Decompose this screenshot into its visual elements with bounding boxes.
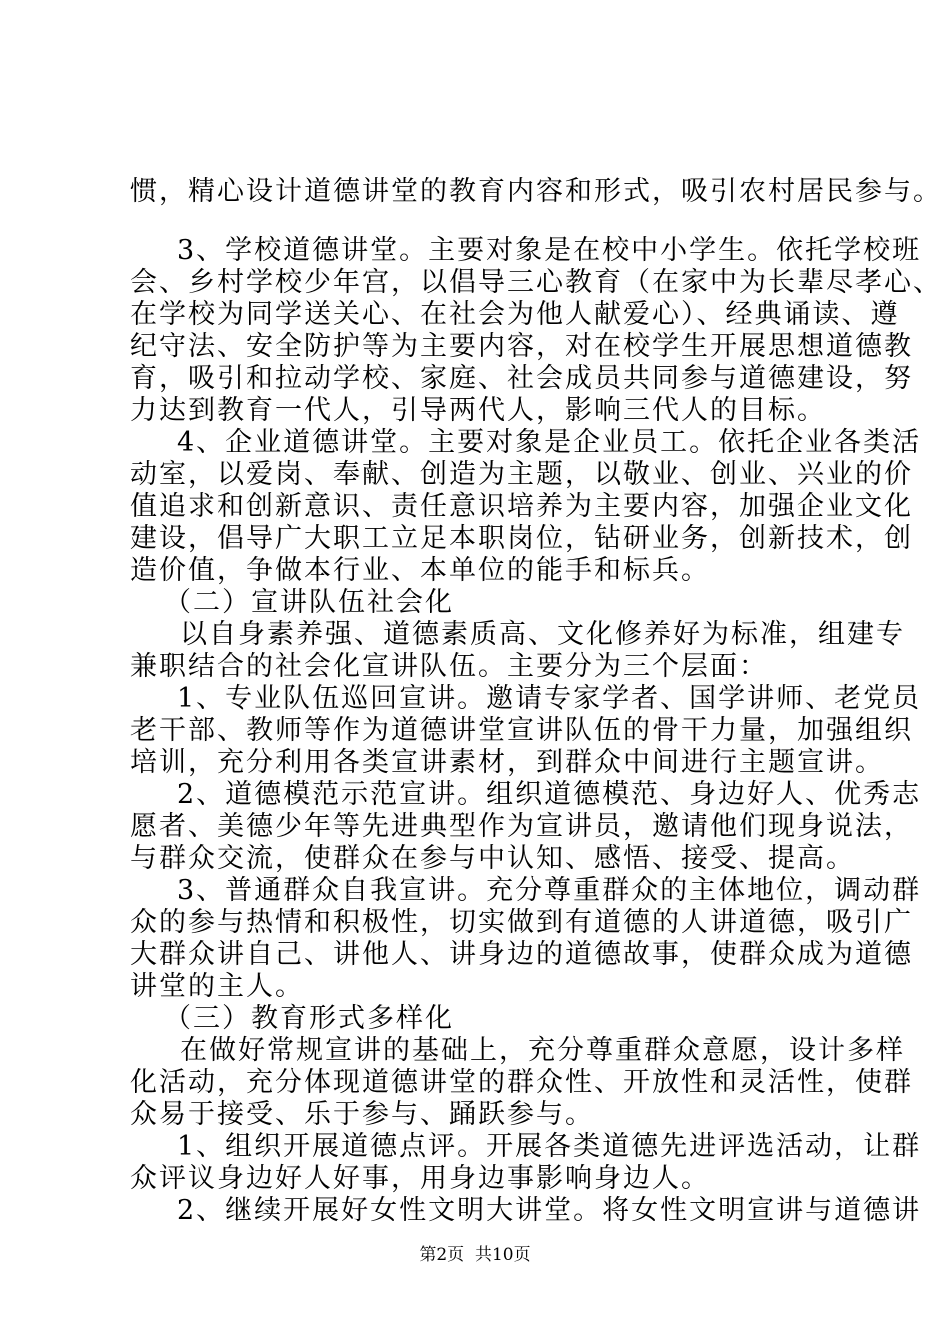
body-line: 造价值，争做本行业、本单位的能手和标兵。: [130, 555, 710, 586]
section-heading: （三）教育形式多样化: [164, 1003, 454, 1034]
body-line: 老干部、教师等作为道德讲堂宣讲队伍的骨干力量，加强组织: [130, 715, 913, 746]
body-line: 值追求和创新意识、责任意识培养为主要内容，加强企业文化: [130, 491, 913, 522]
body-line: 4、企业道德讲堂。主要对象是企业员工。依托企业各类活: [177, 427, 922, 458]
body-line: 在做好常规宣讲的基础上，充分尊重群众意愿，设计多样: [180, 1035, 905, 1066]
body-line: 动室，以爱岗、奉献、创造为主题，以敬业、创业、兴业的价: [130, 459, 913, 490]
page-number-footer: 第2页 共10页: [419, 1245, 531, 1265]
body-line: 纪守法、安全防护等为主要内容，对在校学生开展思想道德教: [130, 331, 913, 362]
body-line: 众易于接受、乐于参与、踊跃参与。: [130, 1099, 594, 1130]
body-line: 会、乡村学校少年宫，以倡导三心教育（在家中为长辈尽孝心、: [130, 267, 942, 298]
body-line: 兼职结合的社会化宣讲队伍。主要分为三个层面：: [130, 651, 768, 682]
body-line: 育，吸引和拉动学校、家庭、社会成员共同参与道德建设，努: [130, 363, 913, 394]
body-line: 化活动，充分体现道德讲堂的群众性、开放性和灵活性，使群: [130, 1067, 913, 1098]
body-line: 与群众交流，使群众在参与中认知、感悟、接受、提高。: [130, 843, 855, 874]
body-line: 3、学校道德讲堂。主要对象是在校中小学生。依托学校班: [177, 235, 922, 266]
body-line: 愿者、美德少年等先进典型作为宣讲员，邀请他们现身说法，: [130, 811, 913, 842]
body-line: 惯，精心设计道德讲堂的教育内容和形式，吸引农村居民参与。: [130, 176, 942, 207]
body-line: 在学校为同学送关心、在社会为他人献爱心）、经典诵读、遵: [130, 299, 900, 330]
body-line: 2、继续开展好女性文明大讲堂。将女性文明宣讲与道德讲: [177, 1195, 922, 1226]
body-line: 讲堂的主人。: [130, 971, 304, 1002]
body-line: 1、组织开展道德点评。开展各类道德先进评选活动，让群: [177, 1131, 922, 1162]
body-line: 1、专业队伍巡回宣讲。邀请专家学者、国学讲师、老党员: [177, 683, 922, 714]
body-line: 众的参与热情和积极性，切实做到有道德的人讲道德，吸引广: [130, 907, 913, 938]
section-heading: （二）宣讲队伍社会化: [164, 587, 454, 618]
body-line: 大群众讲自己、讲他人、讲身边的道德故事，使群众成为道德: [130, 939, 913, 970]
body-line: 力达到教育一代人，引导两代人，影响三代人的目标。: [130, 395, 826, 426]
body-line: 3、普通群众自我宣讲。充分尊重群众的主体地位，调动群: [177, 875, 922, 906]
body-line: 2、道德模范示范宣讲。组织道德模范、身边好人、优秀志: [177, 779, 922, 810]
body-line: 以自身素养强、道德素质高、文化修养好为标准，组建专: [180, 619, 905, 650]
body-line: 众评议身边好人好事，用身边事影响身边人。: [130, 1163, 710, 1194]
body-line: 建设，倡导广大职工立足本职岗位，钻研业务，创新技术，创: [130, 523, 913, 554]
body-line: 培训，充分利用各类宣讲素材，到群众中间进行主题宣讲。: [130, 747, 884, 778]
